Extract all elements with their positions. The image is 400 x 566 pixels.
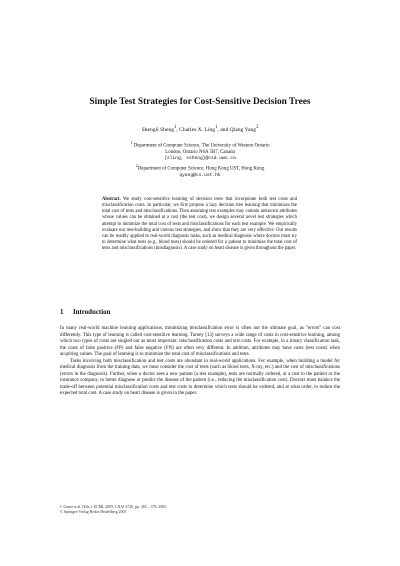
author-affiliation-mark: 1 xyxy=(174,125,177,130)
author-affiliation-mark: 1 xyxy=(215,125,218,130)
abstract-text: We study cost-sensitive learning of decision trees that incorporate both test costs and misclassification costs. In particular, we first propose a lazy decision tree learning that minimizes the total cost of tests and misclassifications. Then assuming test examples may contain unknown attributes whose values can be obtained at a cost (the test cost), we design several novel test strategies which attempt to minimize the total cost of tests and misclassifications for each test example. We empirically evaluate our tree-building and various test strategies, and show that they are very effective. Our results can be readily applied to real-world diagnosis tasks, such as medical diagnosis where doctors must try to determine what tests (e.g., blood tests) should be ordered for a patient to minimize the total cost of tests and misclassifications (misdiagnosis). A case study on heart disease is given throughout the paper. xyxy=(102,197,297,252)
affiliation-2 xyxy=(70,163,330,179)
author-name: Charles X. Ling xyxy=(179,126,216,133)
affiliation-department: Department of Computer Science, The University of Western Ontario xyxy=(133,143,270,149)
author-name: Shengli Sheng xyxy=(141,126,175,133)
affiliation-email: {sling, ssheng}@csd.uwo.ca xyxy=(164,155,236,161)
abstract xyxy=(102,197,297,252)
affiliation-address: London, Ontario N6A 5B7, Canada xyxy=(165,149,235,155)
affiliation-mark: 2 xyxy=(135,162,138,168)
affiliation-1 xyxy=(70,140,330,162)
section-body xyxy=(60,326,340,398)
author-separator: , and xyxy=(217,126,230,133)
citation-line: J. Gama et al. (Eds.): ECML 2005, LNAI 3720, pp. 365 – 376, 2005. xyxy=(60,505,168,509)
affiliation-department: Department of Computer Science, Hong Kong UST, Hong Kong xyxy=(137,166,265,172)
affiliation-email: qyang@cs.ust.hk xyxy=(179,172,221,178)
paper-title: Simple Test Strategies for Cost-Sensitive Decision Trees xyxy=(89,97,311,107)
section-number: 1 xyxy=(60,309,64,316)
author-list xyxy=(60,124,340,134)
affiliation-mark: 1 xyxy=(130,140,133,145)
copyright-line: © Springer-Verlag Berlin Heidelberg 2005 xyxy=(60,510,127,515)
author-separator: , xyxy=(176,126,180,133)
body-paragraph: Tasks involving both misclassification and test costs are abundant in real-world applications. For example, when building a model for medical diagnosis from the training data, we must consider the cost of tests (such as blood tests, X-ray, etc.) and the cost of misclassifications (errors in the diagnosis). Further, when a doctor sees a new patient (a test example), tests are normally ordered, at a cost to the patient or the insurance company, to better diagnose or predict the disease of the patient (i.e., reducing the misclassification cost). Doctors must balance the trade-off between potential misclassification costs and test costs to determine which tests should be ordered, and at what order, to reduce the expected total cost. A case study on heart disease is given in the paper. xyxy=(60,358,340,397)
affiliations xyxy=(70,140,330,179)
author-name: Qiang Yang xyxy=(229,126,257,133)
section-title: Introduction xyxy=(73,309,111,316)
abstract-label: Abstract. xyxy=(102,197,121,202)
section-heading xyxy=(60,309,110,317)
author-affiliation-mark: 2 xyxy=(256,125,259,130)
body-paragraph: In many real-world machine learning applications, minimizing misclassification error is often not the ultimate goal, as "errors" can cost differently. This type of learning is called cost-sensitive learning. Turney [13] surveys a wide range of costs in cost-sensitive learning, among which two types of costs are singled out as most important: misclassification costs and test costs. For example, in a binary classification task, the costs of false positive (FP) and false negative (FN) are often very different. In addition, attributes may have costs (test costs) when acquiring values. The goal of learning is to minimize the total cost of misclassifications and tests. xyxy=(60,326,340,358)
copyright-footer xyxy=(60,505,340,515)
